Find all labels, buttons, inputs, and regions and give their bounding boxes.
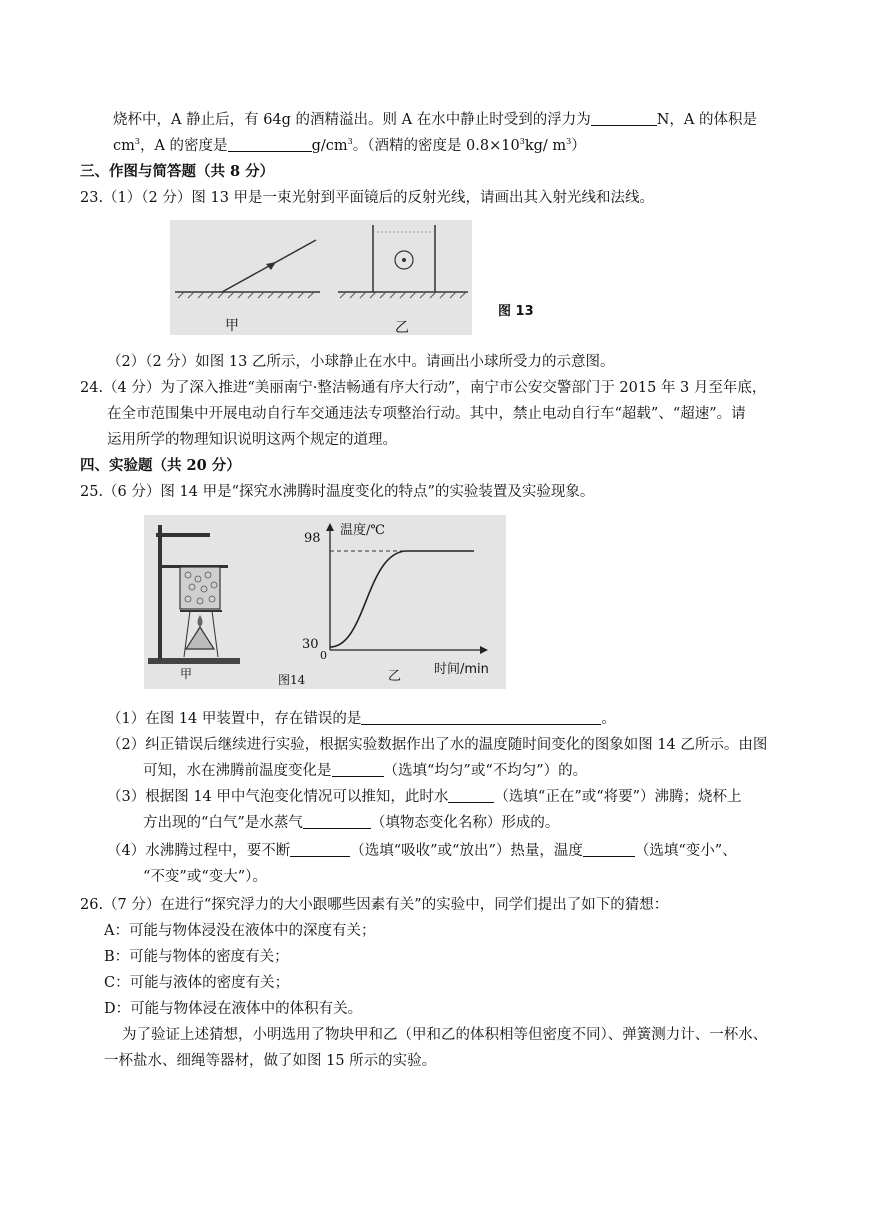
superscript: 3 [134, 137, 140, 146]
text-span: （1）在图 14 甲装置中，存在错误的是 [107, 711, 362, 727]
question-25-part2-line2 [143, 761, 587, 781]
hypothesis-c: C：可能与液体的密度有关； [104, 975, 290, 991]
text-span: N，A 的体积是 [656, 112, 757, 128]
question-25-part4-line2: “不变”或“变大”）。 [143, 869, 267, 885]
answer-blank[interactable] [228, 137, 312, 152]
hypothesis-d: D：可能与物体浸在液体中的体积有关。 [104, 1001, 363, 1017]
question-25-part1 [107, 709, 616, 729]
answer-blank[interactable] [290, 842, 350, 857]
figure-14-tick-0: 0 [320, 649, 327, 662]
paragraph-line2: 一杯盐水、细绳等器材，做了如图 15 所示的实验。 [104, 1053, 437, 1069]
text-span: cm [113, 138, 135, 154]
text-span: 可知，水在沸腾前温度变化是 [143, 763, 332, 779]
figure-14-tick-98: 98 [304, 531, 321, 546]
text-span: 。 [601, 711, 616, 727]
section-heading-4: 四、实验题（共 20 分） [80, 457, 241, 474]
text-span: 方出现的“白气”是水蒸气 [143, 815, 303, 831]
question-23-part2: （2）（2 分）如图 13 乙所示，小球静止在水中。请画出小球所受力的示意图。 [107, 354, 615, 370]
answer-blank[interactable] [303, 814, 371, 829]
figure-14-y-axis-label: 温度/℃ [340, 523, 385, 538]
answer-blank[interactable] [448, 788, 494, 803]
text-span: ） [571, 138, 586, 154]
text-span: （4）水沸腾过程中，要不断 [107, 843, 291, 859]
figure-14-caption: 图14 [278, 673, 306, 687]
superscript: 3 [566, 137, 572, 146]
text-span: （3）根据图 14 甲中气泡变化情况可以推知，此时水 [107, 789, 449, 805]
figure-13-label-jia: 甲 [225, 318, 239, 334]
text-span: （选填“变小”、 [634, 843, 737, 859]
question-24-line2: 在全市范围集中开展电动自行车交通违法专项整治行动。其中，禁止电动自行车“超载”、“超速”。请 [107, 406, 746, 422]
text-line [113, 110, 757, 130]
question-25-part3-line1 [107, 787, 742, 807]
text-span: kg/ m [524, 138, 567, 154]
hypothesis-b: B：可能与物体的密度有关； [104, 949, 289, 965]
figure-13-label-yi: 乙 [395, 320, 409, 336]
text-span: （选填“正在”或“将要”）沸腾；烧杯上 [494, 789, 742, 805]
figure-14-label-yi: 乙 [388, 669, 402, 684]
figure-13-caption: 图 13 [498, 304, 534, 319]
question-25-part2-line1: （2）纠正错误后继续进行实验，根据实验数据作出了水的温度随时间变化的图象如图 14 乙所示。由图 [107, 737, 768, 753]
figure-14-tick-30: 30 [302, 637, 319, 652]
section-heading-3: 三、作图与简答题（共 8 分） [80, 163, 275, 180]
text-span: 烧杯中，A 静止后，有 64g 的酒精溢出。则 A 在水中静止时受到的浮力为 [113, 112, 591, 128]
question-25-part4-line1 [107, 841, 737, 861]
answer-blank[interactable] [591, 111, 657, 126]
question-24-line3: 运用所学的物理知识说明这两个规定的道理。 [107, 432, 397, 448]
figure-13-drawing [170, 220, 472, 335]
text-span: （填物态变化名称）形成的。 [370, 815, 560, 831]
superscript: 3 [347, 137, 353, 146]
question-24-line1: 24.（4 分）为了深入推进“美丽南宁·整洁畅通有序大行动”，南宁市公安交警部门于 2015 年 3 月至年底， [80, 380, 767, 396]
hypothesis-a: A：可能与物体浸没在液体中的深度有关； [104, 923, 376, 939]
figure-14 [144, 515, 506, 689]
question-25: 25.（6 分）图 14 甲是“探究水沸腾时温度变化的特点”的实验装置及实验现象。 [80, 484, 595, 500]
answer-blank[interactable] [361, 710, 601, 725]
superscript: 3 [519, 137, 525, 146]
text-span: 。（酒精的密度是 0.8×10 [352, 138, 520, 154]
text-line [113, 136, 586, 156]
text-span: g/cm [311, 138, 348, 154]
text-span: ，A 的密度是 [139, 138, 228, 154]
text-span: （选填“均匀”或“不均匀”）的。 [383, 763, 588, 779]
text-span: （选填“吸收”或“放出”）热量，温度 [350, 843, 583, 859]
answer-blank[interactable] [583, 842, 635, 857]
answer-blank[interactable] [332, 762, 384, 777]
figure-14-label-jia: 甲 [180, 667, 193, 681]
paragraph-line1: 为了验证上述猜想，小明选用了物块甲和乙（甲和乙的体积相等但密度不同）、弹簧测力计、一杯水、 [122, 1027, 768, 1043]
question-23: 23.（1）（2 分）图 13 甲是一束光射到平面镜后的反射光线，请画出其入射光线和法线。 [80, 190, 655, 206]
question-26: 26.（7 分）在进行“探究浮力的大小跟哪些因素有关”的实验中，同学们提出了如下的猜想： [80, 897, 669, 913]
figure-14-x-axis-label: 时间/min [434, 662, 489, 677]
figure-13 [170, 220, 472, 335]
question-25-part3-line2 [143, 813, 559, 833]
